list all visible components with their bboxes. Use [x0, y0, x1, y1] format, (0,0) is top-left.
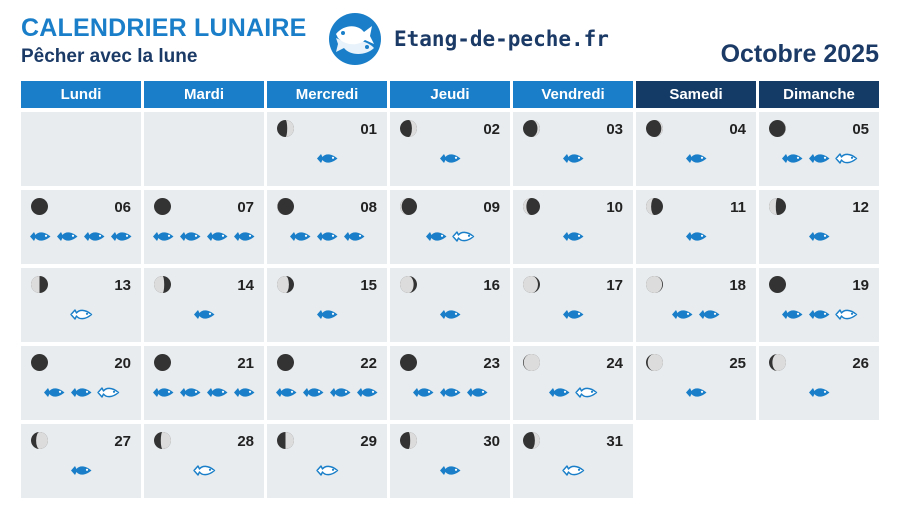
fishing-rating	[759, 386, 879, 399]
fishing-rating	[636, 386, 756, 399]
fish-icon	[685, 152, 708, 165]
fishing-rating	[513, 308, 633, 321]
fish-icon	[439, 152, 462, 165]
day-cell	[267, 190, 387, 264]
day-number: 04	[729, 121, 746, 138]
fish-icon	[179, 230, 202, 243]
day-cell	[636, 112, 756, 186]
fish-outline-icon	[835, 308, 858, 321]
day-cell	[21, 268, 141, 342]
fish-icon	[193, 308, 216, 321]
fish-icon	[233, 230, 256, 243]
fish-icon	[439, 386, 462, 399]
empty-day-cell	[21, 112, 141, 186]
day-number: 07	[237, 199, 254, 216]
day-number: 29	[360, 433, 377, 450]
fish-icon	[671, 308, 694, 321]
day-number: 30	[483, 433, 500, 450]
weekday-header-mardi: Mardi	[144, 81, 264, 108]
fish-icon	[466, 386, 489, 399]
fishing-rating	[636, 308, 756, 321]
day-cell	[390, 346, 510, 420]
fish-outline-icon	[452, 230, 475, 243]
day-number: 15	[360, 277, 377, 294]
day-cell	[21, 190, 141, 264]
day-cell	[144, 268, 264, 342]
fish-icon	[808, 308, 831, 321]
logo-text: Etang-de-peche.fr	[394, 27, 609, 51]
day-cell	[759, 346, 879, 420]
fish-icon	[83, 230, 106, 243]
moon-phase-icon	[523, 354, 540, 371]
fish-icon	[316, 152, 339, 165]
day-number: 08	[360, 199, 377, 216]
moon-phase-icon	[400, 354, 417, 371]
day-cell	[513, 268, 633, 342]
day-number: 05	[852, 121, 869, 138]
fish-outline-icon	[97, 386, 120, 399]
empty-day-cell	[144, 112, 264, 186]
day-cell	[144, 190, 264, 264]
moon-phase-icon	[400, 198, 417, 215]
day-number: 31	[606, 433, 623, 450]
month-title: Octobre 2025	[720, 40, 879, 68]
fishing-rating	[144, 386, 264, 399]
day-number: 24	[606, 355, 623, 372]
fish-outline-icon	[316, 464, 339, 477]
fishing-rating	[390, 464, 510, 477]
day-number: 09	[483, 199, 500, 216]
fishing-rating	[390, 308, 510, 321]
moon-phase-icon	[769, 120, 786, 137]
day-number: 02	[483, 121, 500, 138]
fish-icon	[781, 152, 804, 165]
fishing-rating	[636, 152, 756, 165]
moon-phase-icon	[31, 432, 48, 449]
fish-outline-icon	[835, 152, 858, 165]
moon-phase-icon	[769, 198, 786, 215]
fishing-rating	[144, 308, 264, 321]
weekday-header-vendredi: Vendredi	[513, 81, 633, 108]
day-cell	[636, 190, 756, 264]
day-cell	[759, 190, 879, 264]
day-cell	[390, 112, 510, 186]
site-logo[interactable]	[328, 12, 609, 66]
moon-phase-icon	[154, 276, 171, 293]
fish-icon	[316, 230, 339, 243]
day-number: 21	[237, 355, 254, 372]
moon-phase-icon	[31, 276, 48, 293]
fish-outline-icon	[193, 464, 216, 477]
fishing-rating	[513, 386, 633, 399]
day-number: 01	[360, 121, 377, 138]
page-title: CALENDRIER LUNAIRE	[21, 14, 307, 42]
weekday-header-samedi: Samedi	[636, 81, 756, 108]
day-cell	[390, 268, 510, 342]
weekday-header-lundi: Lundi	[21, 81, 141, 108]
day-cell	[636, 346, 756, 420]
fish-icon	[439, 464, 462, 477]
moon-phase-icon	[523, 432, 540, 449]
fish-icon	[316, 308, 339, 321]
day-number: 28	[237, 433, 254, 450]
fish-icon	[70, 386, 93, 399]
fish-icon	[29, 230, 52, 243]
day-number: 20	[114, 355, 131, 372]
day-cell	[267, 346, 387, 420]
fish-icon	[343, 230, 366, 243]
fish-icon	[43, 386, 66, 399]
fish-icon	[56, 230, 79, 243]
day-cell	[390, 190, 510, 264]
moon-phase-icon	[154, 432, 171, 449]
day-cell	[267, 112, 387, 186]
fish-logo-icon	[328, 12, 382, 66]
moon-phase-icon	[277, 432, 294, 449]
moon-phase-icon	[646, 120, 663, 137]
day-cell	[267, 268, 387, 342]
fishing-rating	[21, 464, 141, 477]
fishing-rating	[513, 230, 633, 243]
day-number: 18	[729, 277, 746, 294]
day-number: 22	[360, 355, 377, 372]
fishing-rating	[390, 386, 510, 399]
fishing-rating	[267, 152, 387, 165]
day-cell	[759, 112, 879, 186]
day-number: 10	[606, 199, 623, 216]
moon-phase-icon	[523, 276, 540, 293]
moon-phase-icon	[400, 120, 417, 137]
page-subtitle: Pêcher avec la lune	[21, 46, 198, 67]
fish-icon	[152, 230, 175, 243]
fishing-rating	[513, 464, 633, 477]
fishing-rating	[267, 308, 387, 321]
fish-icon	[289, 230, 312, 243]
moon-phase-icon	[277, 120, 294, 137]
moon-phase-icon	[523, 120, 540, 137]
day-cell	[513, 346, 633, 420]
day-number: 25	[729, 355, 746, 372]
fishing-rating	[390, 230, 510, 243]
fish-icon	[329, 386, 352, 399]
moon-phase-icon	[646, 354, 663, 371]
fishing-rating	[759, 152, 879, 165]
fish-icon	[206, 386, 229, 399]
fish-icon	[808, 152, 831, 165]
fish-outline-icon	[562, 464, 585, 477]
fish-icon	[275, 386, 298, 399]
day-cell	[759, 268, 879, 342]
fishing-rating	[267, 230, 387, 243]
fishing-rating	[759, 230, 879, 243]
fish-icon	[808, 230, 831, 243]
fish-icon	[548, 386, 571, 399]
day-cell	[513, 424, 633, 498]
fish-icon	[110, 230, 133, 243]
moon-phase-icon	[154, 198, 171, 215]
day-number: 26	[852, 355, 869, 372]
fish-icon	[781, 308, 804, 321]
fish-icon	[808, 386, 831, 399]
fish-icon	[206, 230, 229, 243]
fishing-rating	[513, 152, 633, 165]
weekday-header-mercredi: Mercredi	[267, 81, 387, 108]
moon-phase-icon	[277, 354, 294, 371]
fish-icon	[685, 230, 708, 243]
fish-icon	[356, 386, 379, 399]
moon-phase-icon	[646, 276, 663, 293]
moon-phase-icon	[646, 198, 663, 215]
day-cell	[21, 346, 141, 420]
day-number: 12	[852, 199, 869, 216]
day-number: 03	[606, 121, 623, 138]
fishing-rating	[267, 464, 387, 477]
day-cell	[513, 190, 633, 264]
fish-outline-icon	[70, 308, 93, 321]
day-number: 11	[730, 199, 746, 216]
day-number: 13	[114, 277, 131, 294]
day-cell	[513, 112, 633, 186]
fish-icon	[439, 308, 462, 321]
moon-phase-icon	[769, 276, 786, 293]
calendar-grid	[21, 81, 878, 498]
fishing-rating	[21, 230, 141, 243]
moon-phase-icon	[277, 276, 294, 293]
moon-phase-icon	[31, 198, 48, 215]
fishing-rating	[21, 386, 141, 399]
fishing-rating	[144, 230, 264, 243]
day-cell	[144, 346, 264, 420]
fish-icon	[179, 386, 202, 399]
fish-icon	[698, 308, 721, 321]
fish-icon	[412, 386, 435, 399]
moon-phase-icon	[31, 354, 48, 371]
fishing-rating	[759, 308, 879, 321]
fish-icon	[425, 230, 448, 243]
fishing-rating	[267, 386, 387, 399]
day-number: 19	[852, 277, 869, 294]
fish-icon	[302, 386, 325, 399]
moon-phase-icon	[769, 354, 786, 371]
weekday-header-jeudi: Jeudi	[390, 81, 510, 108]
day-number: 27	[114, 433, 131, 450]
fish-icon	[685, 386, 708, 399]
day-number: 16	[483, 277, 500, 294]
moon-phase-icon	[154, 354, 171, 371]
moon-phase-icon	[277, 198, 294, 215]
day-number: 17	[606, 277, 623, 294]
day-number: 14	[237, 277, 254, 294]
fish-icon	[152, 386, 175, 399]
day-cell	[144, 424, 264, 498]
fish-icon	[70, 464, 93, 477]
moon-phase-icon	[400, 276, 417, 293]
day-cell	[390, 424, 510, 498]
fish-icon	[562, 152, 585, 165]
day-cell	[21, 424, 141, 498]
fish-icon	[562, 230, 585, 243]
fish-icon	[233, 386, 256, 399]
day-cell	[636, 268, 756, 342]
day-cell	[267, 424, 387, 498]
fish-icon	[562, 308, 585, 321]
fishing-rating	[636, 230, 756, 243]
moon-phase-icon	[523, 198, 540, 215]
fish-outline-icon	[575, 386, 598, 399]
weekday-header-dimanche: Dimanche	[759, 81, 879, 108]
fishing-rating	[21, 308, 141, 321]
day-number: 06	[114, 199, 131, 216]
day-number: 23	[483, 355, 500, 372]
moon-phase-icon	[400, 432, 417, 449]
fishing-rating	[144, 464, 264, 477]
fishing-rating	[390, 152, 510, 165]
